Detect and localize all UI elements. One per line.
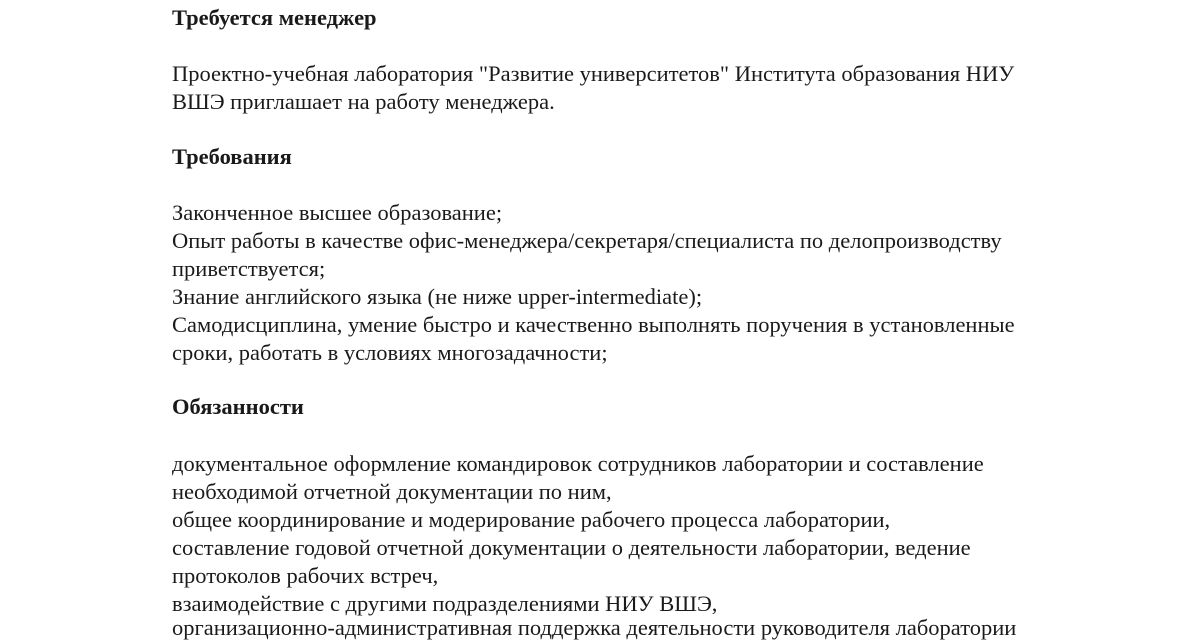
requirement-line: Самодисциплина, умение быстро и качественно выполнять поручения в установленные xyxy=(172,312,1015,337)
requirement-line: сроки, работать в условиях многозадачности; xyxy=(172,340,608,365)
requirement-line: Опыт работы в качестве офис-менеджера/секретаря/специалиста по делопроизводству xyxy=(172,228,1002,253)
duty-line: составление годовой отчетной документации о деятельности лаборатории, ведение xyxy=(172,535,971,560)
requirement-line: Законченное высшее образование; xyxy=(172,200,503,225)
duty-line: протоколов рабочих встреч, xyxy=(172,563,439,588)
duty-line: необходимой отчетной документации по ним, xyxy=(172,479,612,504)
duty-line: общее координирование и модерирование рабочего процесса лаборатории, xyxy=(172,507,891,532)
document-title: Требуется менеджер xyxy=(172,5,377,30)
requirement-line: Знание английского языка (не ниже upper-intermediate); xyxy=(172,284,703,309)
requirement-line: приветствуется; xyxy=(172,256,326,281)
duties-heading: Обязанности xyxy=(172,394,304,419)
duty-line: взаимодействие с другими подразделениями НИУ ВШЭ, xyxy=(172,591,718,616)
duty-line: документальное оформление командировок сотрудников лаборатории и составление xyxy=(172,451,984,476)
intro-line: Проектно-учебная лаборатория "Развитие университетов" Института образования НИУ xyxy=(172,61,1015,86)
intro-line: ВШЭ приглашает на работу менеджера. xyxy=(172,89,555,114)
requirements-heading: Требования xyxy=(172,144,292,169)
duty-line: организационно-административная поддержка деятельности руководителя лаборатории xyxy=(172,615,1017,640)
